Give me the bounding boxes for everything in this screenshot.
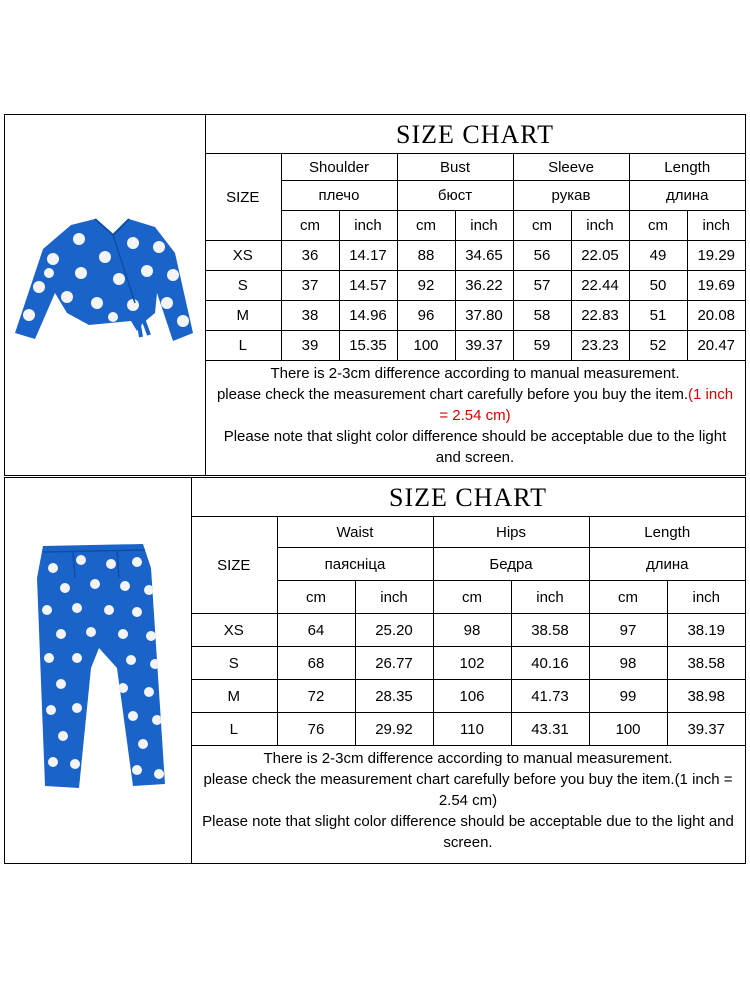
table-cell: 22.05 [571,241,629,271]
table-cell: 39.37 [667,713,745,746]
unit-inch: inch [455,211,513,241]
table-cell: 51 [629,301,687,331]
bottom-size-panel [4,477,746,864]
unit-cm: cm [629,211,687,241]
table-row [191,680,745,713]
note-text: please check the measurement chart carefully before you buy the item. [216,386,689,403]
unit-cm: cm [281,211,339,241]
table-cell: 36 [281,241,339,271]
unit-cm: cm [513,211,571,241]
table-cell: 22.44 [571,271,629,301]
column-header: Waist [277,517,433,548]
table-cell: 38 [281,301,339,331]
column-header: Length [629,154,745,181]
blouse-size-chart [205,115,745,475]
size-cell: L [205,331,281,361]
table-cell: 72 [277,680,355,713]
note-conversion-red: (1 inch = 2.54 cm) [439,386,734,424]
unit-cm: cm [433,581,511,614]
table-cell: 43.31 [511,713,589,746]
size-cell: XS [205,241,281,271]
unit-cm: cm [277,581,355,614]
column-header: Hips [433,517,589,548]
size-header: SIZE [205,154,281,241]
note-line: Please note that slight color difference should be acceptable due to the light and screen. [202,813,734,851]
unit-cm: cm [397,211,455,241]
column-header: Bust [397,154,513,181]
table-cell: 39.37 [455,331,513,361]
size-cell: S [205,271,281,301]
table-cell: 58 [513,301,571,331]
size-cell: M [205,301,281,331]
table-cell: 98 [433,614,511,647]
column-header: Length [589,517,745,548]
table-cell: 14.57 [339,271,397,301]
table-cell: 59 [513,331,571,361]
table-cell: 39 [281,331,339,361]
unit-inch: inch [339,211,397,241]
table-cell: 14.17 [339,241,397,271]
size-cell: M [191,680,277,713]
table-cell: 38.58 [511,614,589,647]
column-header: Shoulder [281,154,397,181]
table-cell: 97 [589,614,667,647]
table-cell: 28.35 [355,680,433,713]
unit-inch: inch [355,581,433,614]
column-subheader: Бедра [433,548,589,581]
table-row [205,331,745,361]
unit-inch: inch [511,581,589,614]
table-cell: 64 [277,614,355,647]
table-cell: 41.73 [511,680,589,713]
table-cell: 56 [513,241,571,271]
table-cell: 37 [281,271,339,301]
polka-dot-trousers-image [33,538,173,788]
measurement-notes [205,361,745,468]
trousers-size-chart [191,478,745,863]
note-line: Please note that slight color difference should be acceptable due to the light and screen. [223,428,727,466]
table-cell: 37.80 [455,301,513,331]
table-cell: 19.69 [687,271,745,301]
table-cell: 23.23 [571,331,629,361]
trousers-image-cell [5,478,192,863]
size-cell: XS [191,614,277,647]
table-row [191,647,745,680]
table-cell: 20.47 [687,331,745,361]
column-subheader: рукав [513,181,629,211]
table-row [205,271,745,301]
note-line: There is 2-3cm difference according to manual measurement. [263,750,673,767]
column-subheader: плечо [281,181,397,211]
table-cell: 50 [629,271,687,301]
table-cell: 34.65 [455,241,513,271]
table-cell: 15.35 [339,331,397,361]
unit-inch: inch [571,211,629,241]
table-cell: 19.29 [687,241,745,271]
unit-cm: cm [589,581,667,614]
table-cell: 106 [433,680,511,713]
table-row [191,713,745,746]
table-cell: 88 [397,241,455,271]
size-table [191,517,745,746]
table-cell: 25.20 [355,614,433,647]
note-line [211,384,739,426]
table-cell: 57 [513,271,571,301]
table-cell: 29.92 [355,713,433,746]
table-cell: 26.77 [355,647,433,680]
table-cell: 100 [397,331,455,361]
column-subheader: паясніца [277,548,433,581]
size-header: SIZE [191,517,277,614]
note-line: There is 2-3cm difference according to manual measurement. [270,365,680,382]
table-cell: 38.19 [667,614,745,647]
top-size-panel [4,114,746,476]
table-row [191,614,745,647]
table-cell: 20.08 [687,301,745,331]
table-row [205,301,745,331]
size-cell: L [191,713,277,746]
column-subheader: бюст [397,181,513,211]
size-cell: S [191,647,277,680]
blouse-image-cell [5,115,206,475]
table-cell: 92 [397,271,455,301]
column-subheader: длина [629,181,745,211]
table-cell: 38.58 [667,647,745,680]
unit-inch: inch [667,581,745,614]
table-cell: 40.16 [511,647,589,680]
table-cell: 100 [589,713,667,746]
table-cell: 102 [433,647,511,680]
table-cell: 99 [589,680,667,713]
unit-inch: inch [687,211,745,241]
table-cell: 14.96 [339,301,397,331]
table-cell: 49 [629,241,687,271]
table-cell: 96 [397,301,455,331]
table-cell: 36.22 [455,271,513,301]
table-cell: 52 [629,331,687,361]
table-cell: 22.83 [571,301,629,331]
table-row [205,241,745,271]
polka-dot-blouse-image [9,213,201,383]
table-cell: 68 [277,647,355,680]
table-cell: 98 [589,647,667,680]
column-header: Sleeve [513,154,629,181]
note-line: please check the measurement chart carefully before you buy the item.(1 inch = 2.54 cm) [203,771,733,809]
chart-title: SIZE CHART [191,478,745,517]
size-table [205,154,745,361]
measurement-notes [191,746,745,853]
table-cell: 38.98 [667,680,745,713]
chart-title: SIZE CHART [205,115,745,154]
table-cell: 76 [277,713,355,746]
column-subheader: длина [589,548,745,581]
table-cell: 110 [433,713,511,746]
